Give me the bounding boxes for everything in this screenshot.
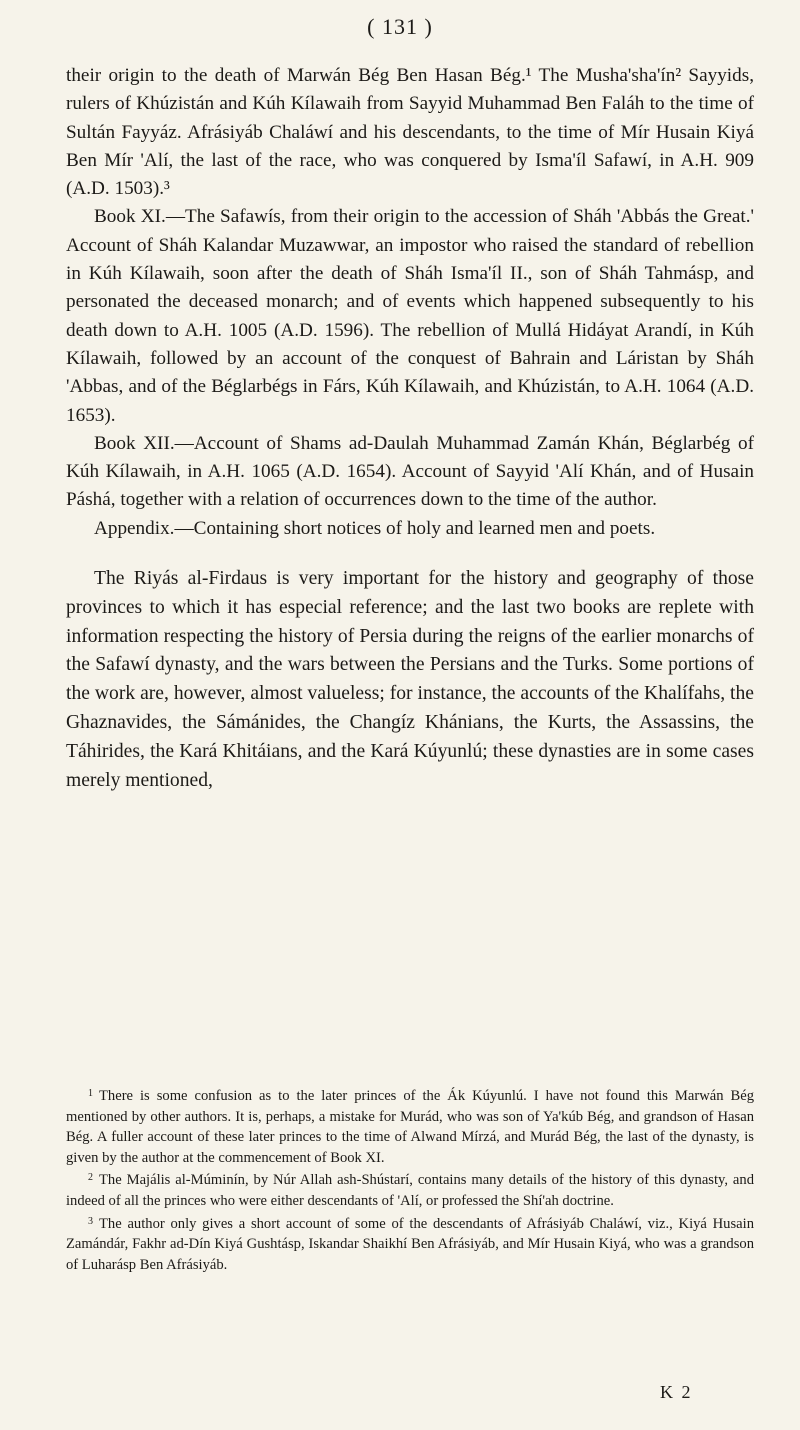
footnote-1 bbox=[66, 1084, 754, 1168]
paragraph-book-xi: Book XI.—The Safawís, from their origin to the accession of Sháh 'Abbás the Great.' Account of Sháh Kalandar Muzawwar, an impostor who raised the standard of rebellion in Kúh Kílawaih, soon after the death of Sháh Isma'íl II., son of Sháh Tahmásp, and personated the deceased monarch; and of events which happened subsequently to his death down to A.H. 1005 (A.D. 1596). The rebellion of Mullá Hidáyat Arandí, in Kúh Kílawaih, followed by an account of the conquest of Bahrain and Láristan by Sháh 'Abbas, and of the Béglarbégs in Fárs, Kúh Kílawaih, and Khúzistán, to A.H. 1064 (A.D. 1653). bbox=[66, 206, 754, 426]
body-text bbox=[66, 62, 754, 795]
paragraph-appendix: Appendix.—Containing short notices of holy and learned men and poets. bbox=[94, 517, 656, 539]
paragraph-book-xii: Book XII.—Account of Shams ad-Daulah Muhammad Zamán Khán, Béglarbég of Kúh Kílawaih, in A.H. 1065 (A.D. 1654). Account of Sayyid 'Alí Khán, and of Husain Páshá, together with a relation of occurrences down to the time of the author. bbox=[66, 432, 754, 511]
page-number: ( 131 ) bbox=[367, 14, 433, 39]
paragraph-riyas-al-firdaus: The Riyás al-Firdaus is very important for the history and geography of those provinces to which it has especial reference; and the last two books are replete with information respecting the history of Persia during the reigns of the earlier monarchs of the Safawí dynasty, and the wars between the Persians and the Turks. Some portions of the work are, however, almost valueless; for instance, the accounts of the Khalífahs, the Ghaznavides, the Sámánides, the Changíz Khánians, the Kurts, the Assassins, the Táhirides, the Kará Khitáians, and the Kará Kúyunlú; these dynasties are in some cases merely mentioned, bbox=[66, 568, 754, 791]
paragraph-continuation: their origin to the death of Marwán Bég Ben Hasan Bég.¹ The Musha'sha'ín² Sayyids, rulers of Khúzistán and Kúh Kílawaih from Sayyid Muhammad Ben Faláh to the time of Sultán Fayyáz. Afrásiyáb Chaláwí and his descendants, to the time of Mír Husain Kiyá Ben Mír 'Alí, the last of the race, who was conquered by Isma'íl Safawí, in A.H. 909 (A.D. 1503).³ bbox=[66, 65, 754, 200]
footnote-text: There is some confusion as to the later princes of the Ák Kúyunlú. I have not found this Marwán Bég mentioned by other authors. It is, perhaps, a mistake for Murád, who was son of Ya'kúb Bég, and grandson of Hasan Bég. A fuller account of these later princes to the time of Alwand Mírzá, and Murád Bég, the last of the dynasty, is given by the author at the commencement of Book XI. bbox=[66, 1088, 754, 1166]
footnote-mark: 3 bbox=[88, 1215, 93, 1227]
footnote-text: The Majális al-Múminín, by Núr Allah ash-Shústarí, contains many details of the history of this dynasty, and indeed of all the princes who were either descendants of 'Alí, or professed the Shí'ah doctrine. bbox=[66, 1172, 754, 1209]
footnote-mark: 1 bbox=[88, 1088, 93, 1099]
signature-mark: K 2 bbox=[660, 1382, 693, 1402]
footnotes bbox=[66, 1084, 754, 1275]
footnote-2 bbox=[66, 1168, 754, 1211]
footnote-mark: 2 bbox=[88, 1172, 93, 1184]
footnote-text: The author only gives a short account of some of the descendants of Afrásiyáb Chaláwí, viz., Kiyá Husain Zamándár, Fakhr ad-Dín Kiyá Gushtásp, Iskandar Shaikhí Ben Afrásiyáb, and Mír Husain Kiyá, who was a grandson of Luharásp Ben Afrásiyáb. bbox=[66, 1215, 754, 1273]
footnote-3 bbox=[66, 1212, 754, 1276]
